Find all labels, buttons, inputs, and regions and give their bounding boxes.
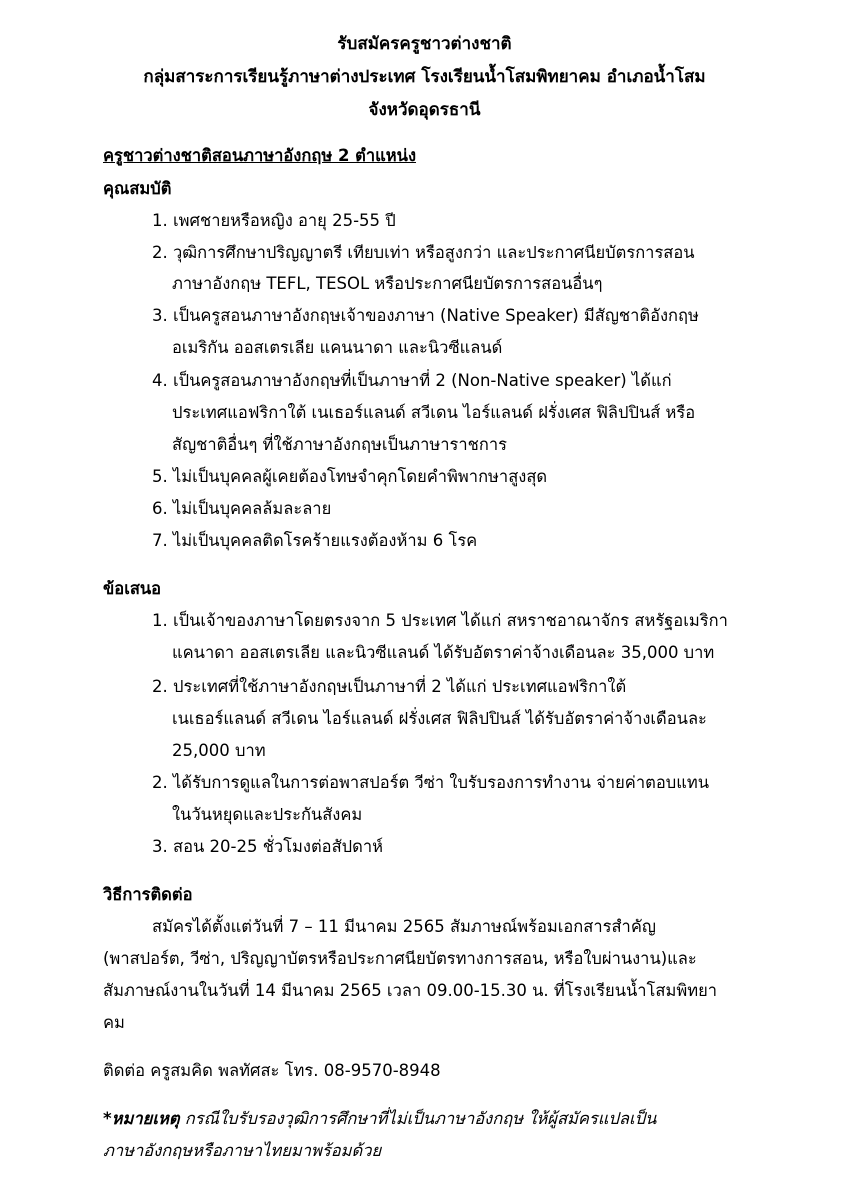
item-number: 3. bbox=[152, 306, 168, 325]
qualification-item bbox=[152, 208, 396, 234]
offer-heading: ข้อเสนอ bbox=[103, 579, 162, 598]
item-number: 1. bbox=[152, 611, 168, 630]
item-text-continued: 25,000 บาท bbox=[172, 741, 266, 760]
item-text-continued: เนเธอร์แลนด์ สวีเดน ไอร์แลนด์ ฝรั่งเศส ฟิลิปปินส์ ได้รับอัตราค่าจ้างเดือนละ bbox=[172, 709, 707, 728]
note bbox=[103, 1106, 656, 1132]
item-number: 3. bbox=[152, 837, 168, 856]
contact-heading: วิธีการติดต่อ bbox=[103, 885, 193, 904]
item-number: 2. bbox=[152, 773, 168, 792]
item-text: ได้รับการดูแลในการต่อพาสปอร์ต วีซ่า ใบรับรองการทำงาน จ่ายค่าตอบแทน bbox=[173, 773, 709, 792]
item-number: 7. bbox=[152, 531, 168, 550]
item-text: เพศชายหรือหญิง อายุ 25-55 ปี bbox=[173, 211, 396, 230]
item-number: 2. bbox=[152, 677, 168, 696]
contact-text: คม bbox=[103, 1013, 125, 1032]
offer-item bbox=[152, 770, 709, 796]
qualification-item bbox=[152, 368, 672, 394]
contact-phone: ติดต่อ ครูสมคิด พลทัศสะ โทร. 08-9570-8948 bbox=[103, 1061, 441, 1080]
document-title: รับสมัครครูชาวต่างชาติ bbox=[337, 34, 512, 54]
contact-text: (พาสปอร์ต, วีซ่า, ปริญญาบัตรหรือประกาศนียบัตรทางการสอน, หรือใบผ่านงาน)และ bbox=[103, 949, 697, 968]
contact-text: สมัครได้ตั้งแต่วันที่ 7 – 11 มีนาคม 2565 สัมภาษณ์พร้อมเอกสารสำคัญ bbox=[152, 917, 656, 936]
note-text-continued: ภาษาอังกฤษหรือภาษาไทยมาพร้อมด้วย bbox=[103, 1141, 382, 1160]
item-text: วุฒิการศึกษาปริญญาตรี เทียบเท่า หรือสูงกว่า และประกาศนียบัตรการสอน bbox=[173, 243, 695, 262]
qualification-item bbox=[152, 496, 331, 522]
item-text-continued: สัญชาติอื่นๆ ที่ใช้ภาษาอังกฤษเป็นภาษาราชการ bbox=[172, 435, 507, 454]
qualification-item bbox=[152, 464, 547, 490]
document-province: จังหวัดอุดรธานี bbox=[368, 100, 481, 120]
note-label: *หมายเหตุ bbox=[103, 1109, 180, 1128]
item-text-continued: แคนาดา ออสเตรเลีย และนิวซีแลนด์ ได้รับอัตราค่าจ้างเดือนละ 35,000 บาท bbox=[172, 643, 715, 662]
item-number: 4. bbox=[152, 371, 168, 390]
qualification-item bbox=[152, 240, 695, 266]
item-text-continued: ในวันหยุดและประกันสังคม bbox=[172, 805, 363, 824]
item-number: 5. bbox=[152, 467, 168, 486]
item-text: เป็นครูสอนภาษาอังกฤษที่เป็นภาษาที่ 2 (Non-Native speaker) ได้แก่ bbox=[173, 371, 672, 390]
qualification-item bbox=[152, 528, 477, 554]
item-text: เป็นครูสอนภาษาอังกฤษเจ้าของภาษา (Native Speaker) มีสัญชาติอังกฤษ bbox=[173, 306, 699, 325]
item-text-continued: อเมริกัน ออสเตรเลีย แคนนาดา และนิวซีแลนด์ bbox=[172, 338, 503, 357]
item-text: ไม่เป็นบุคคลติดโรคร้ายแรงต้องห้าม 6 โรค bbox=[173, 531, 478, 550]
offer-item bbox=[152, 674, 626, 700]
item-text-continued: ภาษาอังกฤษ TEFL, TESOL หรือประกาศนียบัตรการสอนอื่นๆ bbox=[172, 274, 603, 293]
qualification-item bbox=[152, 303, 699, 329]
note-text: กรณีใบรับรองวุฒิการศึกษาที่ไม่เป็นภาษาอังกฤษ ให้ผู้สมัครแปลเป็น bbox=[184, 1109, 657, 1128]
item-number: 2. bbox=[152, 243, 168, 262]
offer-item bbox=[152, 834, 383, 860]
item-number: 1. bbox=[152, 211, 168, 230]
item-number: 6. bbox=[152, 499, 168, 518]
position-heading: ครูชาวต่างชาติสอนภาษาอังกฤษ 2 ตำแหน่ง bbox=[103, 146, 417, 165]
item-text-continued: ประเทศแอฟริกาใต้ เนเธอร์แลนด์ สวีเดน ไอร์แลนด์ ฝรั่งเศส ฟิลิปปินส์ หรือ bbox=[172, 403, 696, 422]
qualifications-heading: คุณสมบัติ bbox=[103, 179, 172, 198]
item-text: เป็นเจ้าของภาษาโดยตรงจาก 5 ประเทศ ได้แก่ สหราชอาณาจักร สหรัฐอเมริกา bbox=[173, 611, 728, 630]
item-text: ไม่เป็นบุคคลล้มละลาย bbox=[173, 499, 332, 518]
document-subtitle: กลุ่มสาระการเรียนรู้ภาษาต่างประเทศ โรงเรียนน้ำโสมพิทยาคม อำเภอน้ำโสม bbox=[143, 67, 706, 87]
item-text: ประเทศที่ใช้ภาษาอังกฤษเป็นภาษาที่ 2 ได้แก่ ประเทศแอฟริกาใต้ bbox=[173, 677, 627, 696]
contact-text: สัมภาษณ์งานในวันที่ 14 มีนาคม 2565 เวลา 09.00-15.30 น. ที่โรงเรียนน้ำโสมพิทยา bbox=[103, 981, 718, 1000]
offer-item bbox=[152, 608, 728, 634]
item-text: ไม่เป็นบุคคลผู้เคยต้องโทษจำคุกโดยคำพิพากษาสูงสุด bbox=[173, 467, 548, 486]
item-text: สอน 20-25 ชั่วโมงต่อสัปดาห์ bbox=[173, 837, 383, 856]
